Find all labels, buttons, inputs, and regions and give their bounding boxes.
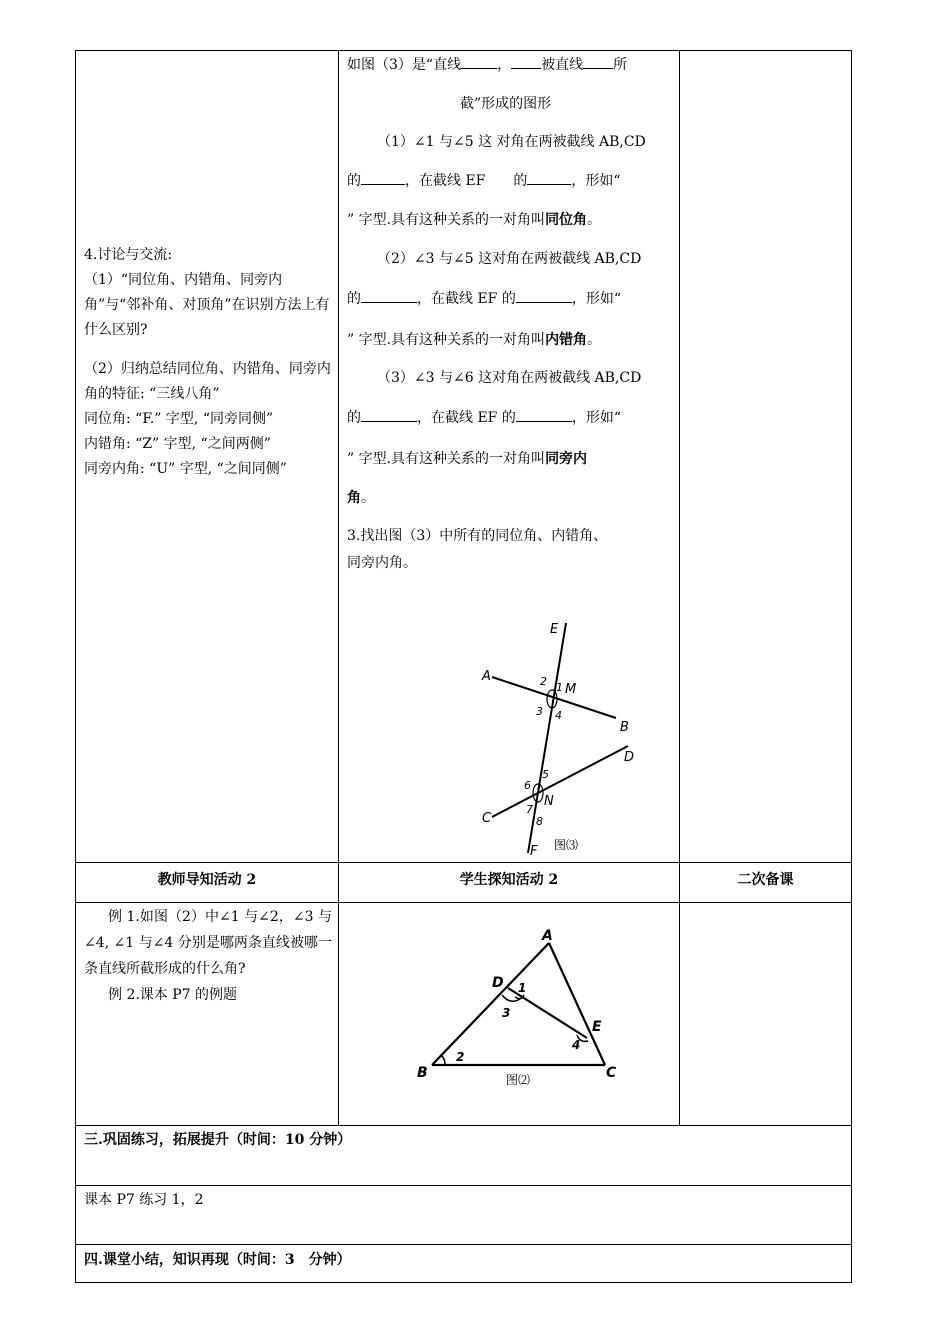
transversal-ef — [528, 623, 566, 853]
label-angle-2: 2 — [456, 1050, 465, 1064]
figure-3-diagram — [470, 615, 650, 860]
label-angle-5: 5 — [542, 768, 549, 781]
table-border-row4 — [75, 1185, 852, 1186]
item1-line1: （1）∠1 与∠5 这 对角在两被截线 AB,CD — [377, 134, 646, 150]
item3-line2: 的 ，在截线 EF 的 ，形如“ — [347, 406, 621, 431]
feature-neicuojiao: 内错角: “Z” 字型, “之间两侧” — [84, 436, 271, 452]
label-c: C — [482, 811, 492, 826]
label-f: F — [530, 844, 538, 859]
label-angle-1: 1 — [556, 681, 563, 694]
discussion-block — [84, 243, 332, 482]
item3-line4: 角。 — [347, 490, 375, 506]
table-border-row5 — [75, 1244, 852, 1245]
term-neicuojiao: 内错角 — [545, 332, 588, 348]
figure-3-caption: 图⑶ — [554, 838, 579, 852]
example-2: 例 2.课本 P7 的例题 — [108, 987, 238, 1003]
segment-de — [508, 988, 587, 1038]
intro-line: 如图（3）是“直线 ， 被直线 所 — [347, 53, 673, 78]
table-border-row1 — [75, 862, 852, 863]
term-tongweijiao: 同位角 — [545, 212, 588, 228]
label-angle-3: 3 — [502, 1006, 511, 1020]
discussion-question-1: （1）“同位角、内错角、同旁内角”与“邻补角、对顶角”在识别方法上有什么区别? — [84, 272, 330, 338]
section-3-content: 课本 P7 练习 1，2 — [84, 1192, 204, 1208]
example-1: 例 1.如图（2）中∠1 与∠2，∠3 与∠4, ∠1 与∠4 分别是哪两条直线被哪一条直线所截形成的什么角? — [84, 909, 332, 977]
item2-line1: （2）∠3 与∠5 这对角在两被截线 AB,CD — [377, 251, 642, 267]
label-a: A — [542, 928, 553, 944]
discussion-question-2: （2）归纳总结同位角、内错角、同旁内角的特征: “三线八角” — [84, 361, 331, 402]
label-n: N — [544, 794, 554, 809]
table-col-divider-2 — [679, 50, 680, 1125]
item1-line3: ” 字型.具有这种关系的一对角叫同位角。 — [347, 212, 602, 228]
figure-2-caption: 图⑵ — [506, 1073, 531, 1087]
task3-line2: 同旁内角。 — [347, 555, 417, 571]
line-cd — [492, 746, 628, 817]
feature-tongweijiao: 同位角: “F.” 字型, “同旁同侧” — [84, 411, 274, 427]
task3-line1: 3.找出图（3）中所有的同位角、内错角、 — [347, 528, 608, 544]
item3-line1: （3）∠3 与∠6 这对角在两被截线 AB,CD — [377, 370, 642, 386]
item2-line2: 的 ，在截线 EF 的 ，形如“ — [347, 287, 621, 312]
table-col-divider-1 — [338, 50, 339, 1125]
term-tongpangneijiao: 同旁内 — [545, 451, 588, 467]
intro-line-2: 截”形成的图形 — [460, 96, 552, 112]
label-d: D — [624, 750, 635, 765]
label-angle-8: 8 — [536, 815, 543, 828]
label-b: B — [620, 720, 629, 735]
table-border-row2 — [75, 902, 852, 903]
section-3-title: 三.巩固练习，拓展提升（时间：10 分钟） — [84, 1132, 352, 1148]
label-e: E — [550, 622, 559, 637]
label-d: D — [492, 975, 504, 991]
table-border-row3 — [75, 1125, 852, 1126]
label-angle-1: 1 — [518, 981, 527, 995]
label-m: M — [565, 682, 577, 697]
figure-2-diagram — [412, 925, 637, 1095]
blank-line-1 — [461, 54, 497, 69]
label-angle-4: 4 — [572, 1038, 581, 1052]
header-second-prep: 二次备课 — [737, 872, 794, 888]
table-border-right — [851, 50, 852, 1282]
table-border-top — [75, 50, 852, 51]
item2-line3: ” 字型.具有这种关系的一对角叫内错角。 — [347, 332, 602, 348]
blank-line-2 — [511, 54, 541, 69]
blank-line-3 — [583, 54, 613, 69]
feature-tongpangneijiao: 同旁内角: “U” 字型, “之间同侧” — [84, 461, 287, 477]
item1-line2: 的 ，在截线 EF 的 ，形如“ — [347, 169, 621, 194]
item3-line3: ” 字型.具有这种关系的一对角叫同旁内 — [347, 451, 588, 467]
label-angle-6: 6 — [524, 779, 531, 792]
label-b: B — [417, 1065, 428, 1081]
label-angle-3: 3 — [536, 705, 543, 718]
table-border-bottom — [75, 1282, 852, 1283]
label-e: E — [592, 1019, 602, 1035]
label-a: A — [482, 669, 491, 684]
line-ab — [492, 677, 616, 718]
label-angle-2: 2 — [540, 675, 547, 688]
section-4-title: 四.课堂小结，知识再现（时间：3 分钟） — [84, 1252, 351, 1268]
label-angle-7: 7 — [526, 803, 533, 816]
header-student-activity: 学生探知活动 2 — [459, 872, 559, 888]
header-teacher-activity: 教师导知活动 2 — [157, 872, 257, 888]
table-border-left — [75, 50, 76, 1282]
example-block — [84, 904, 332, 1008]
label-angle-4: 4 — [555, 709, 562, 722]
label-c: C — [606, 1065, 617, 1081]
discussion-title: 4.讨论与交流: — [84, 247, 173, 263]
